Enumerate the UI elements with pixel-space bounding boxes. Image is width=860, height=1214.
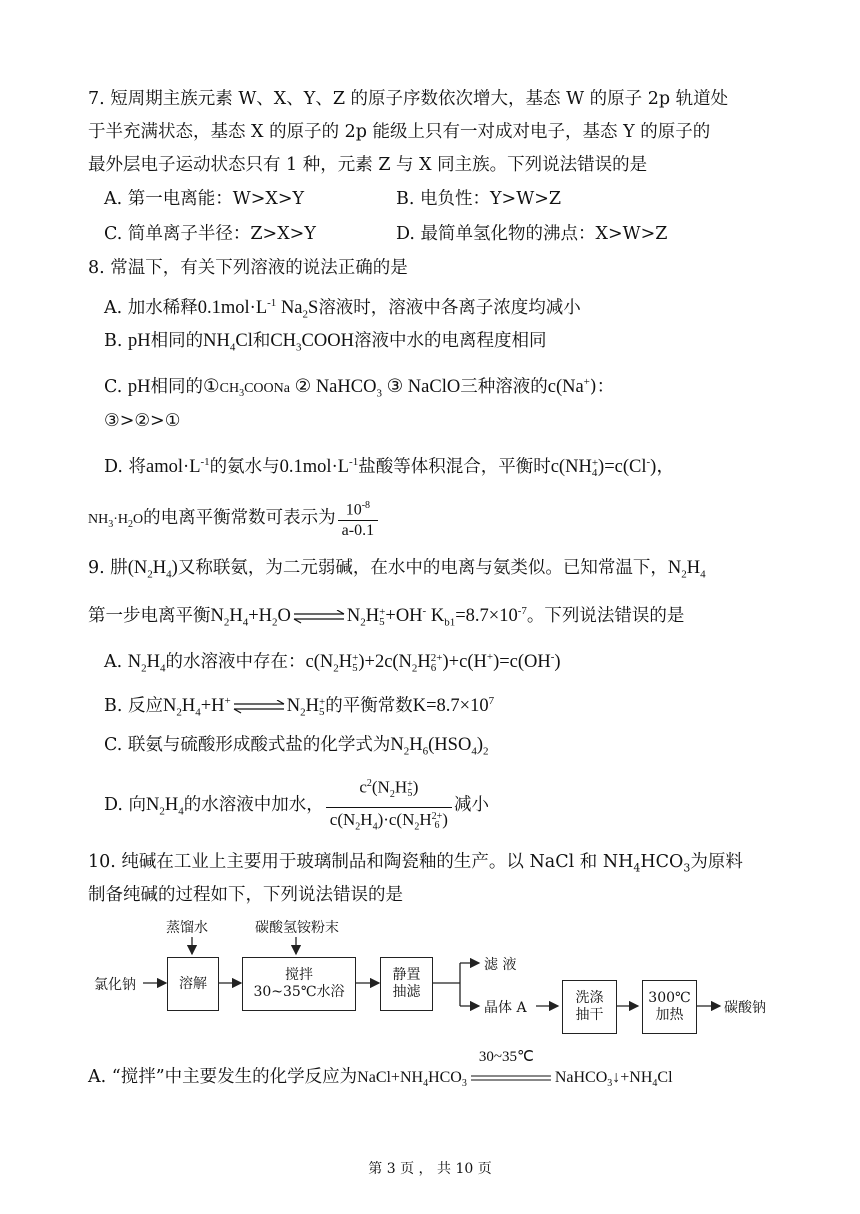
q8-fraction: $\frac{10^{-8}}{a-0.1}$ — [338, 496, 378, 541]
box-stir: 搅拌 30~35℃水浴 — [242, 957, 356, 1011]
q8-option-c: C. pH相同的$①CH_3COONa$ ② NaHCO$_3$ ③ NaClO三种溶液的c(Na+)： — [104, 376, 615, 400]
q7-stem-line1: 7. 短周期主族元素 W、X、Y、Z 的原子序数依次增大，基态 W 的原子 2p 轨道处 — [88, 89, 729, 109]
label-filtrate: 滤 液 — [484, 957, 517, 973]
q9-stem-line2: 第一步电离平衡$N_2H_4+H_2O$ $N_2H$ + 5 +OH- $K_{b1}=8.7\times 10^{-7}$。下列说法错误的是 — [88, 605, 685, 629]
page-footer: 第 3 页 ， 共 10 页 — [368, 1161, 492, 1177]
q8-stem: 8. 常温下，有关下列溶液的说法正确的是 — [88, 258, 408, 278]
box-dissolve: 溶解 — [167, 957, 219, 1011]
q9-option-d: D. 向$N_2H_4$的水溶液中加水， $c^2(N_2H$ + 5 ) $c(N_2H_4)\cdot c(N_2H$ 2+ 6 ) 减小 — [104, 772, 489, 840]
q9-option-a: A. $N_2H_4$的水溶液中存在：$c(N_2H$ + 5 )$+2c(N_2H$ 2+ 6 )+c(H+)=c(OH-) — [104, 651, 561, 675]
reaction-condition-arrow — [469, 1048, 553, 1088]
q7-stem-line2: 于半充满状态，基态 X 的原子的 2p 能级上只有一对成对电子，基态 Y 的原子的 — [88, 122, 711, 142]
q8-option-a: A. 加水稀释$0.1mol\cdot L^{-1}$ $Na_2S$溶液时，溶液中各离子浓度均减小 — [104, 297, 581, 321]
box-heat: 300℃ 加热 — [642, 980, 697, 1034]
label-sodium-chloride: 氯化钠 — [94, 977, 136, 993]
q7-option-c: C. 简单离子半径：Z>X>Y — [104, 224, 316, 244]
label-crystal-a: 晶体 A — [484, 1000, 527, 1016]
box-wash-dry: 洗涤 抽干 — [562, 980, 617, 1034]
label-ammonium-bicarbonate: 碳酸氢铵粉末 — [255, 920, 339, 936]
q9-option-b: B. 反应$N_2H_4+H^+$ $N_2H$ + 5 的平衡常数$K=8.7\times 10^7$ — [104, 695, 495, 719]
q9-stem-line1: 9. 肼$(N_2H_4)$又称联氨，为二元弱碱，在水中的电离与氨类似。已知常温下，$N_2H_4$ — [88, 558, 706, 581]
double-line-equals-icon — [469, 1068, 553, 1088]
q7-option-a: A. 第一电离能：W>X>Y — [104, 189, 305, 209]
reaction-condition-text: 30~35℃ — [478, 1048, 534, 1065]
q8-option-d: D. 将$amol\cdot L^{-1}$的氨水与$0.1mol\cdot L^{-1}$盐酸等体积混合，平衡时c(NH + 4 )=c(Cl-)， — [104, 456, 675, 479]
q9-ratio-fraction: $c^2(N_2H$ + 5 ) $c(N_2H_4)\cdot c(N_2H$ 2+ 6 ) — [326, 772, 452, 839]
q9-option-c: C. 联氨与硫酸形成酸式盐的化学式为$N_2H_6(HSO_4)_2$ — [104, 735, 489, 758]
q10-stem-line2: 制备纯碱的过程如下，下列说法错误的是 — [88, 885, 403, 905]
q8-option-b: B. pH相同的$NH_4Cl$和$CH_3COOH$溶液中水的电离程度相同 — [104, 331, 547, 354]
box-settle-filter: 静置 抽滤 — [380, 957, 433, 1011]
label-sodium-carbonate: 碳酸钠 — [724, 1000, 766, 1016]
q8-option-c-line2: ③>②>① — [104, 411, 181, 431]
q7-stem-line3: 最外层电子运动状态只有 1 种，元素 Z 与 X 同主族。下列说法错误的是 — [88, 155, 648, 175]
q10-stem-line1: 10. 纯碱在工业上主要用于玻璃制品和陶瓷釉的生产。以 NaCl 和 $NH_4HCO_3$为原料 — [88, 852, 743, 875]
label-distilled-water: 蒸馏水 — [166, 920, 208, 936]
q10-option-a: A. “搅拌”中主要发生的化学反应为$NaCl+NH_4HCO_3$ 30~35℃ $NaHCO_3↓+NH_4Cl$ — [88, 1066, 673, 1095]
q7-option-d: D. 最简单氢化物的沸点：X>W>Z — [396, 224, 668, 244]
q8-option-d-line2: $NH_3\cdot H_2O$的电离平衡常数可表示为 $\frac{10^{-8}}{a-0.1}$ — [88, 496, 380, 541]
q7-option-b: B. 电负性：Y>W>Z — [396, 189, 562, 209]
